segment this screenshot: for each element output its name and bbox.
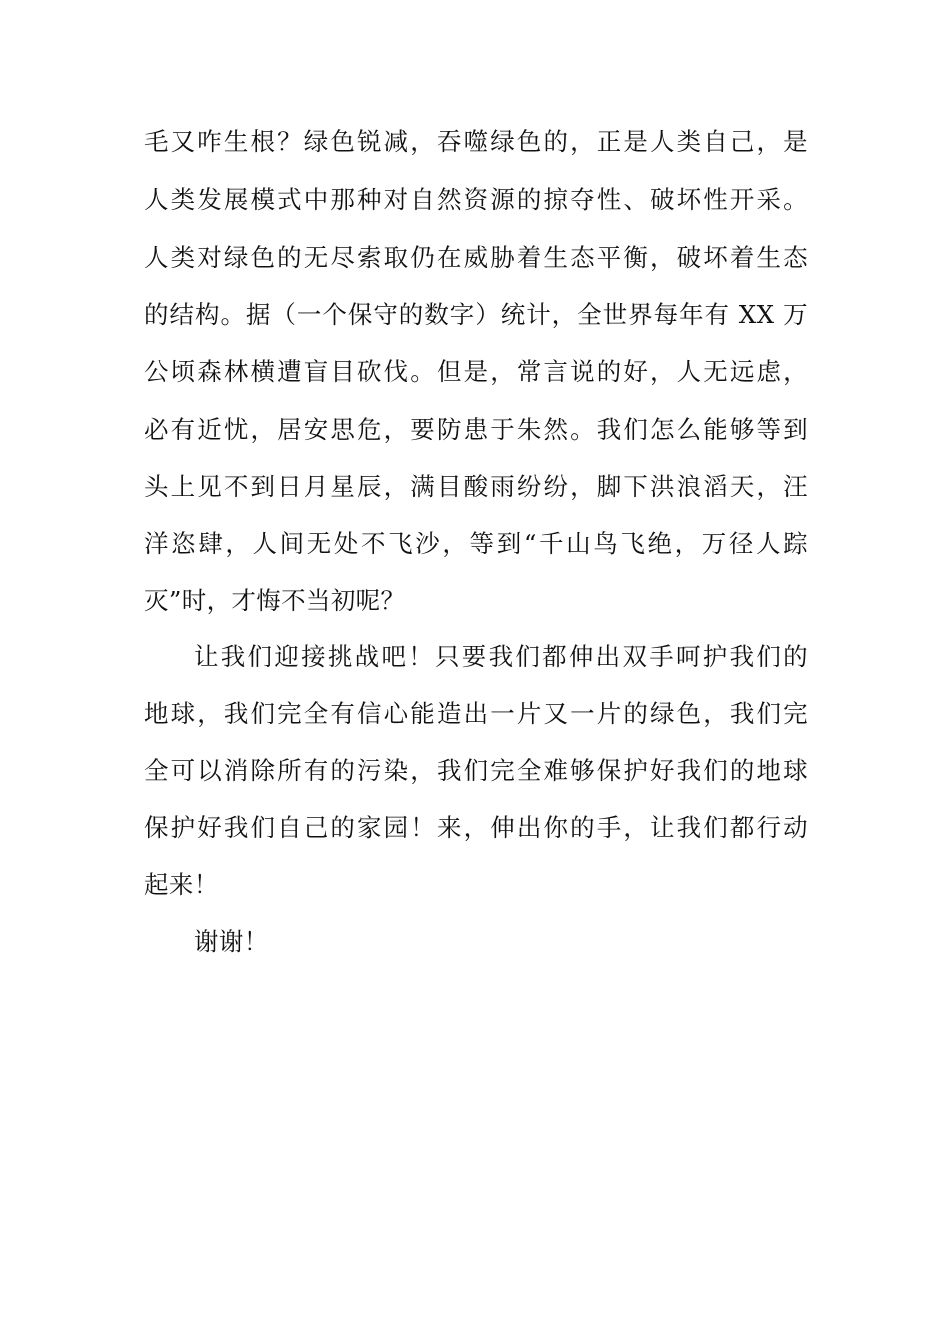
paragraph-1-line-1: 毛又咋生根？绿色锐减，吞噬绿色的，正是人类自己，是 — [144, 127, 808, 156]
paragraph-2-line-2: 地球，我们完全有信心能造出一片又一片的绿色，我们完 — [144, 699, 808, 728]
paragraph-1-line-2: 人类发展模式中那种对自然资源的掠夺性、破坏性开采。 — [144, 185, 808, 214]
paragraph-1-line-8: 洋恣肆，人间无处不飞沙，等到“千山鸟飞绝，万径人踪 — [144, 529, 808, 558]
paragraph-1-line-5: 公顷森林横遭盲目砍伐。但是，常言说的好，人无远虑， — [144, 357, 808, 386]
paragraph-1-line-6: 必有近忧，居安思危，要防患于朱然。我们怎么能够等到 — [144, 415, 808, 444]
paragraph-1-line-9: 灭”时，才悔不当初呢？ — [144, 586, 406, 615]
paragraph-2-line-1: 让我们迎接挑战吧！只要我们都伸出双手呵护我们的 — [194, 642, 808, 671]
paragraph-2-line-4: 保护好我们自己的家园！来，伸出你的手，让我们都行动 — [144, 813, 808, 842]
paragraph-1-line-7: 头上见不到日月星辰，满目酸雨纷纷，脚下洪浪滔天，汪 — [144, 472, 808, 501]
paragraph-2-line-5: 起来！ — [144, 870, 219, 899]
paragraph-1-line-3: 人类对绿色的无尽索取仍在威胁着生态平衡，破坏着生态 — [144, 243, 808, 272]
paragraph-1-line-4: 的结构。据（一个保守的数字）统计，全世界每年有 XX 万 — [144, 300, 808, 329]
paragraph-2-line-3: 全可以消除所有的污染，我们完全难够保护好我们的地球 — [144, 756, 808, 785]
closing-thanks: 谢谢！ — [194, 927, 269, 956]
